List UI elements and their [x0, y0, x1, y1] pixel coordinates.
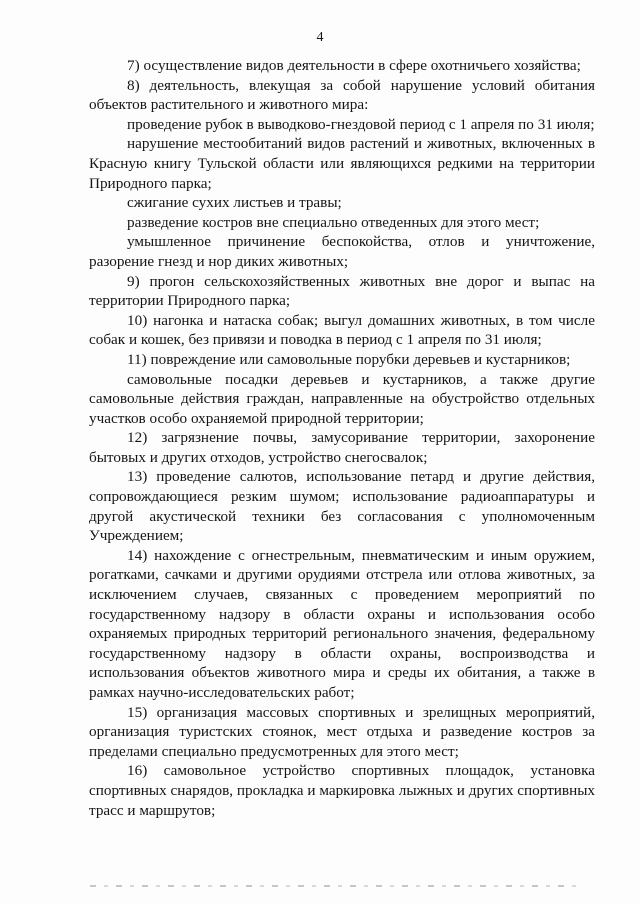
paragraph-item-11: 11) повреждение или самовольные порубки деревьев и кустарников; [127, 350, 571, 368]
paragraph-subitem-logging: проведение рубок в выводково-гнездовой период с 1 апреля по 31 июля; [127, 115, 595, 133]
paragraph-item-14: 14) нахождение с огнестрельным, пневматическим и иным оружием, рогатками, сачками и другими орудиями отстрела или отлова животных, за исключением случаев, связанных с проведением мероприятий по государственному надзору в области охраны и использования особо охраняемых природных территорий регионального значения, федеральному государственному надзору в области охраны, воспроизводства и использования объектов животного мира и среды их обитания, а также в рамках научно-исследовательских работ; [89, 546, 595, 701]
paragraph-item-16: 16) самовольное устройство спортивных площадок, установка спортивных снарядов, прокладка и маркировка лыжных и других спортивных трасс и маршрутов; [89, 762, 595, 819]
paragraph-item-15: 15) организация массовых спортивных и зрелищных мероприятий, организация туристских стоянок, мест отдыха и разведение костров за пределами специально предусмотренных для этого мест; [89, 703, 595, 760]
scan-artifact-line [90, 885, 580, 887]
paragraph-item-13: 13) проведение салютов, использование петард и другие действия, сопровождающиеся резким шумом; использование радиоаппаратуры и другой акустической техники без согласования с уполномоченным Учреждением; [89, 468, 595, 545]
page-number: 4 [316, 30, 324, 45]
paragraph-subitem-planting: самовольные посадки деревьев и кустарников, а также другие самовольные действия граждан, направленные на обустройство отдельных участков особо охраняемой природной территории; [89, 370, 595, 427]
paragraph-item-8: 8) деятельность, влекущая за собой нарушение условий обитания объектов растительного и животного мира: [89, 76, 595, 114]
paragraph-subitem-fires: разведение костров вне специально отведенных для этого мест; [127, 213, 540, 231]
paragraph-subitem-burning: сжигание сухих листьев и травы; [127, 194, 342, 212]
paragraph-item-10: 10) нагонка и натаска собак; выгул домашних животных, в том числе собак и кошек, без привязи и поводка в период с 1 апреля по 31 июля; [89, 311, 595, 349]
paragraph-item-7: 7) осуществление видов деятельности в сфере охотничьего хозяйства; [127, 57, 581, 74]
paragraph-subitem-habitat: нарушение местообитаний видов растений и животных, включенных в Красную книгу Тульской области или являющихся редкими на территории Природного парка; [89, 135, 595, 192]
paragraph-subitem-disturbance: умышленное причинение беспокойства, отлов и уничтожение, разорение гнезд и нор диких животных; [89, 233, 595, 270]
document-body [89, 56, 595, 820]
paragraph-item-12: 12) загрязнение почвы, замусоривание территории, захоронение бытовых и других отходов, устройство снегосвалок; [89, 429, 595, 466]
paragraph-item-9: 9) прогон сельскохозяйственных животных вне дорог и выпас на территории Природного парка; [89, 272, 595, 310]
